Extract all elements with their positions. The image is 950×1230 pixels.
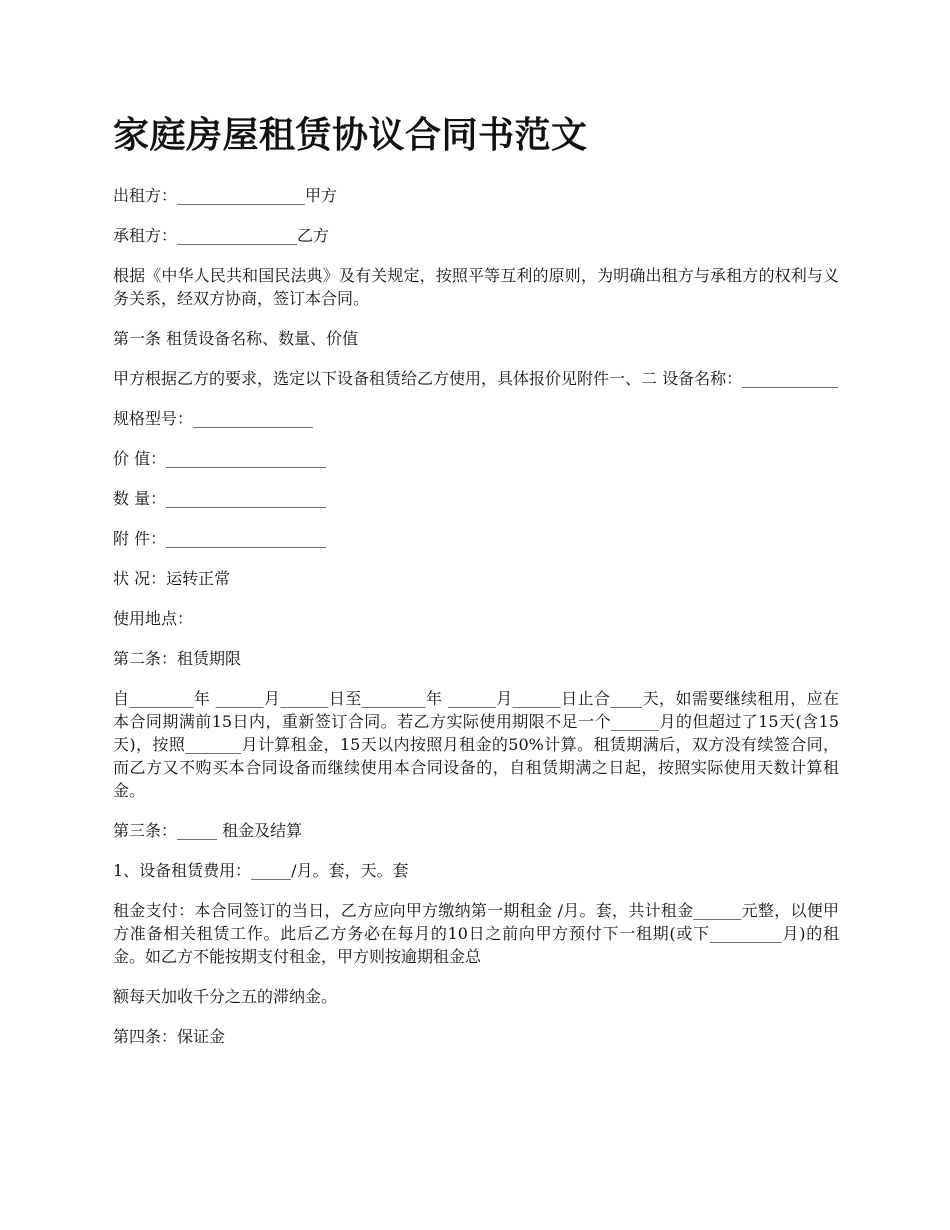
- lessee-line: 承租方：_______________乙方: [113, 226, 330, 245]
- lessor-line: 出租方：________________甲方: [113, 186, 338, 205]
- document-title: 家庭房屋租赁协议合同书范文: [113, 114, 588, 156]
- late-fee-line: 额每天加收千分之五的滞纳金。: [113, 987, 338, 1006]
- value-line: 价 值：____________________: [113, 449, 327, 468]
- rent-payment-paragraph: 租金支付：本合同签订的当日，乙方应向甲方缴纳第一期租金 /月。套，共计租金______元整，以便甲方准备相关租赁工作。此后乙方务必在每月的10日之前向甲方预付下一租期(或下_________月)的租金。如乙方不能按期支付租金，甲方则按逾期租金总: [113, 901, 839, 966]
- article-3-heading: 第三条：_____ 租金及结算: [113, 821, 303, 840]
- rental-fee-line: 1、设备租赁费用：_____/月。套，天。套: [113, 861, 409, 880]
- article-2-body: 自________年 ______月______日至________年 ______月______日止合____天，如需要继续租用，应在本合同期满前15日内，重新签订合同。若乙方实际使用期限不足一个______月的但超过了15天(含15天)，按照_______月计算租金，15天以内按照月租金的50%计算。租赁期满后，双方没有续签合同，而乙方又不购买本合同设备而继续使用本合同设备的，自租赁期满之日起，按照实际使用天数计算租金。: [113, 689, 839, 800]
- attachment-line: 附 件：____________________: [113, 529, 327, 548]
- article-1-intro: 甲方根据乙方的要求，选定以下设备租赁给乙方使用，具体报价见附件一、二 设备名称：____________: [113, 369, 839, 388]
- article-1-heading: 第一条 租赁设备名称、数量、价值: [113, 329, 359, 348]
- article-2-heading: 第二条：租赁期限: [113, 649, 242, 668]
- condition-line: 状 况：运转正常: [113, 569, 231, 588]
- model-spec-line: 规格型号：_______________: [113, 409, 314, 428]
- document-page: [113, 108, 839, 1065]
- article-4-heading: 第四条：保证金: [113, 1027, 226, 1046]
- preamble-paragraph: 根据《中华人民共和国民法典》及有关规定，按照平等互利的原则，为明确出租方与承租方的权利与义务关系，经双方协商，签订本合同。: [113, 266, 839, 308]
- quantity-line: 数 量：____________________: [113, 489, 327, 508]
- location-line: 使用地点：: [113, 609, 194, 628]
